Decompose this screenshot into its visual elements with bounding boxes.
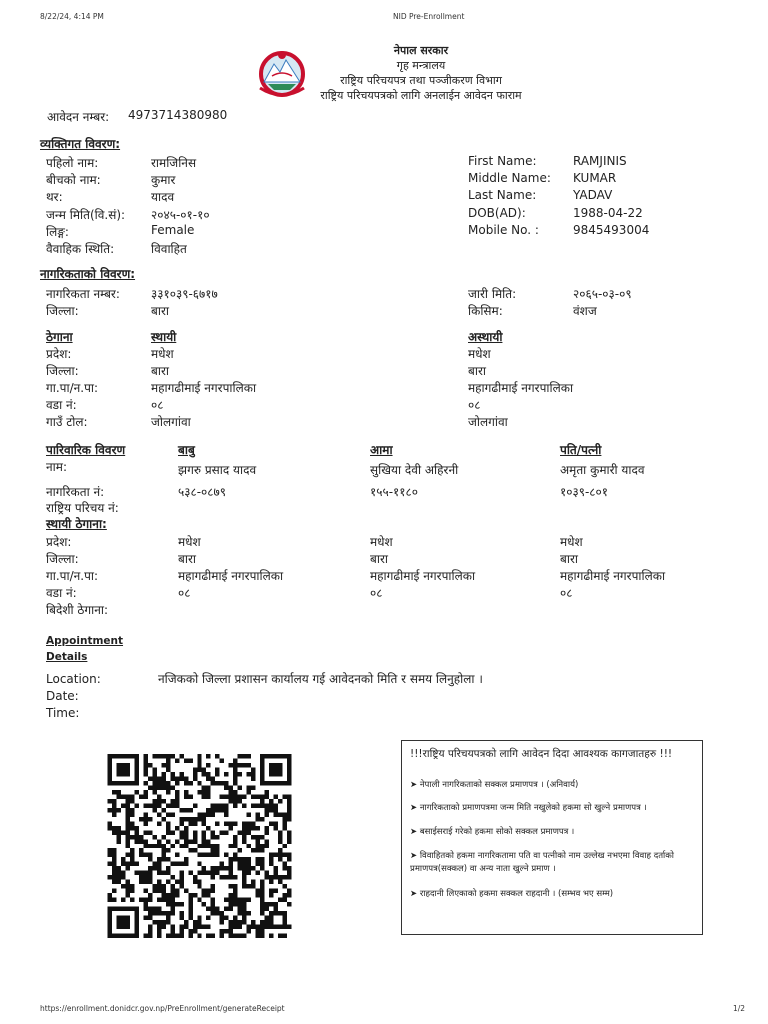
address-district-label: जिल्ला:: [46, 364, 79, 378]
family-name-label: नाम:: [46, 460, 67, 474]
org-department: राष्ट्रिय परिचयपत्र तथा पञ्जीकरण विभाग: [340, 74, 502, 87]
dob-bs-value: २०४५-०१-१०: [151, 208, 210, 222]
spouse-ward: ०८: [560, 586, 573, 600]
address-province-label: प्रदेश:: [46, 347, 72, 361]
temporary-address-heading: अस्थायी: [468, 330, 503, 344]
print-title: NID Pre-Enrollment: [393, 12, 465, 21]
appointment-heading-line1: Appointment: [46, 635, 124, 647]
application-number-label: आवेदन नम्बर:: [47, 110, 110, 124]
address-ward-label: वडा नं:: [46, 398, 77, 412]
dob-ad-value: 1988-04-22: [573, 206, 643, 220]
family-district-label: जिल्ला:: [46, 552, 79, 566]
en-last-name-label: Last Name:: [468, 188, 537, 202]
spouse-district: बारा: [560, 552, 578, 566]
last-name-value: यादव: [151, 190, 175, 204]
required-documents-box: [401, 740, 703, 935]
permanent-province: मधेश: [151, 347, 174, 361]
temporary-province: मधेश: [468, 347, 491, 361]
required-documents-title: !!!राष्ट्रिय परिचयपत्रको लागि आवेदन दिदा आवश्यक कागजातहरु !!!: [410, 748, 673, 760]
temporary-district: बारा: [468, 364, 486, 378]
address-municipality-label: गा.पा/न.पा:: [46, 381, 99, 395]
issue-date-label: जारी मिति:: [468, 287, 517, 301]
father-name: झगरु प्रसाद यादव: [178, 463, 257, 477]
father-district: बारा: [178, 552, 196, 566]
document-item: ➤ बसाईसराई गरेको हकमा सोको सक्कल प्रमाणपत्र ।: [410, 827, 575, 837]
father-citizenship: ५३८-०८७९: [178, 485, 227, 499]
en-first-name-value: RAMJINIS: [573, 154, 627, 168]
spouse-province: मधेश: [560, 535, 583, 549]
mother-heading: आमा: [370, 443, 393, 457]
address-heading: ठेगाना: [46, 330, 73, 344]
date-label: Date:: [46, 689, 79, 703]
mobile-value: 9845493004: [573, 223, 650, 237]
org-ministry: गृह मन्त्रालय: [396, 59, 446, 72]
en-middle-name-value: KUMAR: [573, 171, 617, 185]
address-tole-label: गाउँ टोल:: [46, 415, 88, 429]
middle-name-value: कुमार: [151, 173, 176, 187]
en-middle-name-label: Middle Name:: [468, 171, 551, 185]
permanent-tole: जोलगांवा: [151, 415, 191, 429]
form-title: राष्ट्रिय परिचयपत्रको लागि अनलाईन आवेदन फाराम: [320, 89, 522, 102]
permanent-ward: ०८: [151, 398, 164, 412]
family-permanent-address-heading: स्थायी ठेगाना:: [46, 517, 107, 531]
permanent-address-heading: स्थायी: [151, 330, 177, 344]
citizenship-type-label: किसिम:: [468, 304, 503, 318]
issue-date-value: २०६५-०३-०९: [573, 287, 632, 301]
temporary-ward: ०८: [468, 398, 481, 412]
time-label: Time:: [46, 706, 80, 720]
document-item: ➤ विवाहितको हकमा नागरिकतामा पति वा पत्नीको नाम उल्लेख नभएमा विवाह दर्ताको प्रमाणपत्र(सक्कल) वा अन्य नाता खुल्ने प्रमाण ।: [410, 851, 674, 874]
mother-ward: ०८: [370, 586, 383, 600]
spouse-name: अमृता कुमारी यादव: [560, 463, 645, 477]
spouse-municipality: महागढीमाई नगरपालिका: [560, 569, 666, 583]
spouse-citizenship: १०३९-८०१: [560, 485, 609, 499]
middle-name-label: बीचको नाम:: [46, 173, 101, 187]
application-number: 4973714380980: [128, 108, 228, 122]
en-first-name-label: First Name:: [468, 154, 537, 168]
foreign-address-label: बिदेशी ठेगाना:: [46, 603, 109, 617]
family-heading: पारिवारिक विवरण: [46, 443, 126, 457]
family-nid-label: राष्ट्रिय परिचय नं:: [46, 501, 119, 515]
father-municipality: महागढीमाई नगरपालिका: [178, 569, 284, 583]
location-label: Location:: [46, 672, 101, 686]
temporary-municipality: महागढीमाई नगरपालिका: [468, 381, 574, 395]
document-item: ➤ नेपाली नागरिकताको सक्कल प्रमाणपत्र । (अनिवार्य): [410, 780, 579, 790]
mother-municipality: महागढीमाई नगरपालिका: [370, 569, 476, 583]
appointment-heading-line2: Details: [46, 651, 88, 663]
document-item: ➤ राहदानी लिएकाको हकमा सक्कल राहदानी । (सम्भव भए सम्म): [410, 889, 614, 899]
citizenship-number-label: नागरिकता नम्बर:: [46, 287, 120, 301]
personal-heading: व्यक्तिगत विवरण:: [40, 137, 121, 151]
first-name-value: रामजिनिस: [151, 156, 197, 170]
last-name-label: थर:: [46, 190, 63, 204]
family-province-label: प्रदेश:: [46, 535, 72, 549]
mother-name: सुखिया देवी अहिरनी: [370, 463, 459, 477]
gender-label: लिङ्ग:: [46, 225, 69, 239]
dob-bs-label: जन्म मिति(वि.सं):: [46, 208, 126, 222]
org-government: नेपाल सरकार: [393, 44, 449, 57]
marital-value: विवाहित: [151, 242, 187, 256]
family-citizenship-label: नागरिकता नं:: [46, 485, 105, 499]
father-heading: बाबु: [178, 443, 195, 457]
document-item: ➤ नागरिकताको प्रमाणपत्रमा जन्म मिति नखुलेको हकमा सो खुल्ने प्रमाणपत्र ।: [410, 803, 647, 813]
temporary-tole: जोलगांवा: [468, 415, 508, 429]
permanent-municipality: महागढीमाई नगरपालिका: [151, 381, 257, 395]
print-datetime: 8/22/24, 4:14 PM: [40, 12, 104, 21]
mobile-label: Mobile No. :: [468, 223, 539, 237]
first-name-label: पहिलो नाम:: [46, 156, 99, 170]
en-last-name-value: YADAV: [573, 188, 613, 202]
marital-label: वैवाहिक स्थिति:: [46, 242, 115, 256]
father-ward: ०८: [178, 586, 191, 600]
citizenship-district-value: बारा: [151, 304, 169, 318]
page-number: 1/2: [733, 1004, 746, 1013]
print-url[interactable]: https://enrollment.donidcr.gov.np/PreEnrollment/generateReceipt: [40, 1004, 285, 1013]
permanent-district: बारा: [151, 364, 169, 378]
family-municipality-label: गा.पा/न.पा:: [46, 569, 99, 583]
citizenship-district-label: जिल्ला:: [46, 304, 79, 318]
qr-code-icon: [103, 754, 296, 938]
citizenship-number-value: ३३१०३९-६७१७: [151, 287, 218, 301]
spouse-heading: पति/पत्नी: [560, 443, 602, 457]
family-ward-label: वडा नं:: [46, 586, 77, 600]
mother-citizenship: १५५-११८०: [370, 485, 419, 499]
citizenship-type-value: वंशज: [573, 304, 597, 318]
location-value: नजिकको जिल्ला प्रशासन कार्यालय गई आवेदनको मिति र समय लिनुहोला ।: [158, 672, 483, 686]
mother-district: बारा: [370, 552, 388, 566]
mother-province: मधेश: [370, 535, 393, 549]
father-province: मधेश: [178, 535, 201, 549]
citizenship-heading: नागरिकताको विवरण:: [40, 267, 136, 281]
dob-ad-label: DOB(AD):: [468, 206, 526, 220]
gender-value: Female: [151, 223, 195, 237]
